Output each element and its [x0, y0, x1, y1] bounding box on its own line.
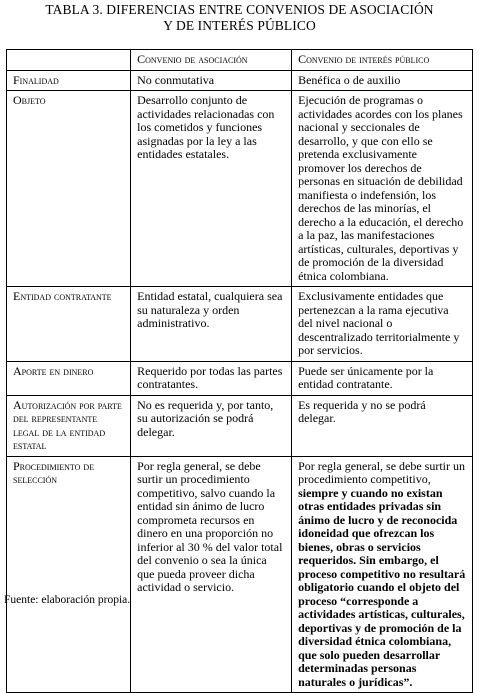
- cell-text-bold: siempre y cuando no existan otras entidades privadas sin ánimo de lucro y de reconocida idoneidad que ofrezcan los bienes, obras o servicios requeridos. Sin embargo, el proceso competitivo no resultará obligatorio cuando el objeto del proceso “corresponde a actividades artísticas, culturales, deportivas y de promoción de la diversidad étnica colombiana, que solo pueden desarrollar determinadas personas naturales o jurídicas”.: [298, 485, 466, 689]
- table-title: [0, 2, 479, 34]
- row-label: Objeto: [7, 91, 131, 287]
- header-empty: [7, 50, 131, 71]
- cell-interes-publico: Puede ser únicamente por la entidad contratante.: [292, 361, 473, 395]
- table-title-line-2: Y DE INTERÉS PÚBLICO: [163, 18, 316, 33]
- cell-interes-publico: Es requerida y no se podrá delegar.: [292, 395, 473, 456]
- cell-asociacion: No conmutativa: [131, 70, 292, 91]
- row-label: Autorización por parte del representante legal de la entidad estatal: [7, 395, 131, 456]
- row-label: Aporte en dinero: [7, 361, 131, 395]
- row-label: Entidad contratante: [7, 287, 131, 362]
- cell-asociacion: Requerido por todas las partes contratantes.: [131, 361, 292, 395]
- table-row: [7, 361, 473, 395]
- cell-asociacion: No es requerida y, por tanto, su autorización se podrá delegar.: [131, 395, 292, 456]
- cell-interes-publico: Exclusivamente entidades que pertenezcan a la rama ejecutiva del nivel nacional o descentralizado territorialmente y por servicios.: [292, 287, 473, 362]
- cell-asociacion: Entidad estatal, cualquiera sea su naturaleza y orden administrativo.: [131, 287, 292, 362]
- cell-asociacion: Desarrollo conjunto de actividades relacionadas con los cometidos y funciones asignadas por la ley a las entidades estatales.: [131, 91, 292, 287]
- cell-interes-publico: Benéfica o de auxilio: [292, 70, 473, 91]
- source-note: Fuente: elaboración propia.: [4, 594, 131, 606]
- header-asociacion: Convenio de asociación: [131, 50, 292, 71]
- row-label: Finalidad: [7, 70, 131, 91]
- cell-interes-publico: [292, 456, 473, 693]
- table-row: [7, 70, 473, 91]
- cell-asociacion: Por regla general, se debe surtir un procedimiento competitivo, salvo cuando la entidad sin ánimo de lucro comprometa recursos en dinero en una proporción no inferior al 30 % del valor total del convenio o sea la única que pueda proveer dicha actividad o servicio.: [131, 456, 292, 693]
- table-row: [7, 395, 473, 456]
- header-interes-publico: Convenio de interés público: [292, 50, 473, 71]
- table-row: [7, 91, 473, 287]
- cell-text-plain: Por regla general, se debe surtir un procedimiento competitivo,: [298, 458, 466, 486]
- cell-interes-publico: Ejecución de programas o actividades acordes con los planes nacional y seccionales de desarrollo, y que con ello se pretenda exclusivamente promover los derechos de personas en situación de debilidad manifiesta o indefensión, los derechos de las minorías, el derecho a la educación, el derecho a la paz, las manifestaciones artísticas, culturales, deportivas y de promoción de la diversidad étnica colombiana.: [292, 91, 473, 287]
- table-row: [7, 287, 473, 362]
- table-row: [7, 456, 473, 693]
- table-title-line-1: TABLA 3. DIFERENCIAS ENTRE CONVENIOS DE ASOCIACIÓN: [45, 2, 434, 17]
- row-label: Procedimiento de selección: [7, 456, 131, 693]
- header-row: [7, 50, 473, 71]
